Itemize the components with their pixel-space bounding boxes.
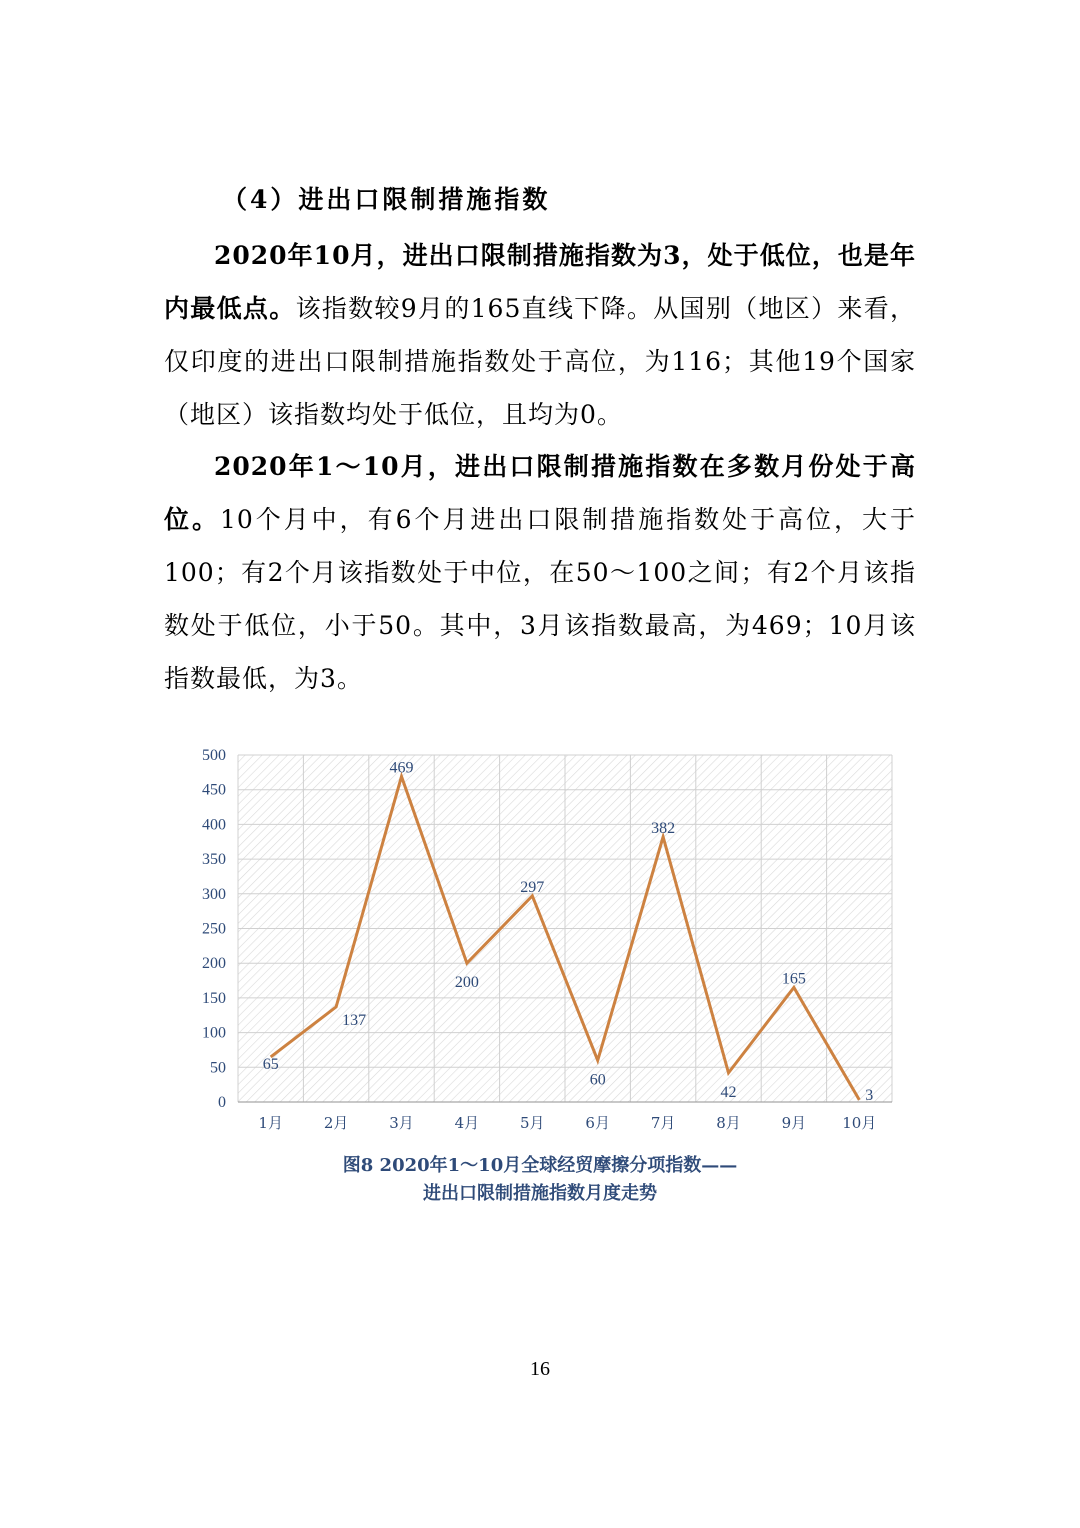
y-tick-label: 500 [202,747,226,764]
data-label: 3 [865,1086,874,1104]
data-label: 137 [342,1011,367,1029]
y-tick-label: 0 [218,1094,226,1111]
paragraph-2 [164,440,916,705]
data-label: 382 [651,819,676,837]
data-label: 297 [520,878,545,896]
data-label: 42 [720,1083,737,1101]
x-axis-ticks [258,1114,876,1132]
data-label: 165 [781,970,806,988]
y-tick-label: 350 [202,851,226,869]
data-label: 469 [389,759,414,777]
x-tick-label: 8月 [716,1114,741,1132]
paragraph-1 [164,229,916,441]
line-chart [180,735,910,1145]
data-label: 65 [262,1055,279,1073]
figure-caption-line-1: 图8 2020年1～10月全球经贸摩擦分项指数—— [342,1155,738,1176]
paragraph-2-body: 10个月中，有6个月进出口限制措施指数处于高位，大于100；有2个月该指数处于中位，在50～100之间；有2个月该指数处于低位，小于50。其中，3月该指数最高，为469；10月该指数最低，为3。 [164,505,916,693]
x-tick-label: 9月 [781,1114,807,1132]
x-tick-label: 4月 [454,1114,480,1132]
figure-caption-line-2: 进出口限制措施指数月度走势 [423,1183,657,1204]
x-tick-label: 7月 [650,1114,676,1132]
x-tick-label: 3月 [389,1114,414,1132]
paragraph-2-lead: 2020年1～10月，进出口限制措施指数在多数月份处于高位。 [164,452,916,534]
paragraph-1-body: 该指数较9月的165直线下降。从国别（地区）来看，仅印度的进出口限制措施指数处于高位，为116；其他19个国家（地区）该指数均处于低位，且均为0。 [164,294,916,429]
y-tick-label: 300 [202,885,226,903]
section-heading: （4）进出口限制措施指数 [222,185,551,214]
y-tick-label: 200 [202,955,226,973]
y-tick-label: 450 [202,781,226,799]
data-label: 60 [589,1071,606,1089]
x-tick-label: 1月 [258,1114,283,1132]
y-axis-ticks [202,747,226,1111]
y-tick-label: 400 [202,816,226,834]
data-label: 200 [454,974,479,992]
paragraph-1-lead: 2020年10月，进出口限制措施指数为3，处于低位，也是年内最低点。 [164,241,916,323]
x-tick-label: 10月 [842,1114,877,1132]
page-number: 16 [530,1358,550,1380]
y-tick-label: 250 [202,920,226,938]
y-tick-label: 50 [210,1059,226,1077]
x-tick-label: 5月 [520,1114,545,1132]
y-tick-label: 100 [202,1024,226,1042]
x-tick-label: 6月 [585,1114,610,1132]
x-tick-label: 2月 [323,1114,349,1132]
y-tick-label: 150 [202,989,226,1007]
